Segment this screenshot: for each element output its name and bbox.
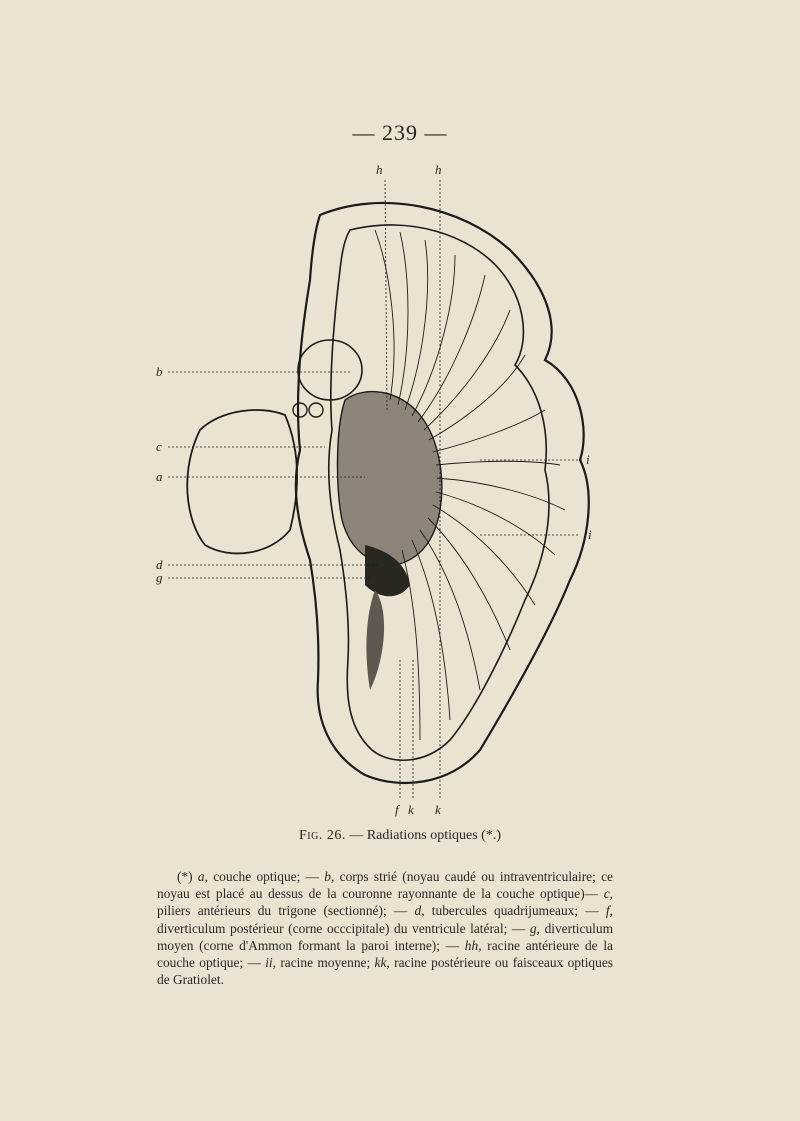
label-h-left: h	[376, 162, 383, 177]
legend-key-g: g,	[529, 920, 540, 936]
legend-desc-b: corps strié (noyau caudé ou intraventriculaire; ce noyau est placé au dessus de la couronne rayonnante de la couche optique)—	[157, 869, 613, 902]
label-i-upper: i	[586, 452, 590, 467]
caption-figure-number: Fig. 26.	[299, 828, 346, 843]
legend-desc-g: diverticulum moyen (corne d'Ammon formant la paroi interne); —	[157, 920, 613, 953]
posterior-horn	[366, 590, 384, 690]
legend-desc-hh: racine antérieure de la couche optique; —	[157, 937, 613, 971]
legend-desc-kk: racine postérieure ou faisceaux optiques de Gratiolet.	[157, 955, 613, 988]
figure-legend	[157, 868, 613, 988]
label-b: b	[156, 364, 163, 379]
pillar-right	[309, 403, 323, 417]
figure-optic-radiations	[150, 160, 630, 820]
brain-illustration	[150, 160, 630, 820]
label-i-lower: i	[588, 527, 592, 542]
legend-desc-f: diverticulum postérieur (corne occcipitale) du ventricule latéral; —	[157, 920, 530, 936]
legend-key-ii: ii,	[265, 955, 276, 971]
legend-desc-c: piliers antérieurs du trigone (sectionné); —	[157, 903, 415, 919]
figure-caption	[0, 828, 800, 844]
legend-key-d: d,	[414, 903, 425, 919]
legend-key-a: a,	[197, 869, 208, 884]
legend-desc-d: tubercules quadrijumeaux; —	[424, 903, 606, 919]
legend-key-hh: hh,	[464, 937, 482, 953]
label-k-left: k	[408, 802, 414, 817]
legend-key-f: f,	[605, 903, 613, 919]
legend-key-b: b,	[324, 869, 335, 884]
label-g: g	[156, 570, 163, 585]
legend-marker: (*)	[177, 869, 198, 884]
label-c: c	[156, 439, 162, 454]
legend-key-kk: kk,	[374, 955, 390, 971]
page-number: — 239 —	[352, 120, 448, 145]
legend-desc-a: couche optique; —	[207, 869, 325, 884]
caption-text: — Radiations optiques (*.)	[349, 828, 501, 843]
pillar-left	[293, 403, 307, 417]
label-k-right: k	[435, 802, 441, 817]
optic-thalamus	[187, 410, 297, 553]
label-h-right: h	[435, 162, 442, 177]
label-d: d	[156, 557, 163, 572]
label-a: a	[156, 469, 163, 484]
legend-desc-ii: racine moyenne;	[276, 955, 375, 971]
legend-key-c: c,	[603, 886, 613, 902]
label-f: f	[395, 802, 399, 817]
